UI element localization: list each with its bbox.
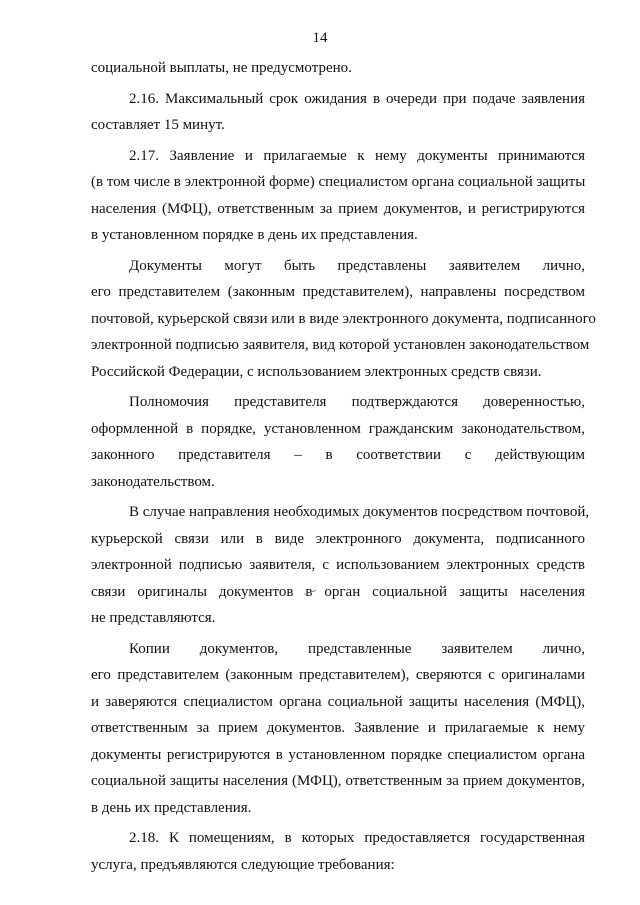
text-line: Копии документов, представленные заявителем лично, xyxy=(129,640,585,657)
text-line: 2.16. Максимальный срок ожидания в очереди при подаче заявления xyxy=(129,90,585,107)
text-line: не представляются. xyxy=(91,610,216,626)
text-line: услуга, предъявляются следующие требования: xyxy=(91,856,395,873)
text-line: его представителем (законным представителем), направлены посредством xyxy=(91,284,585,300)
paragraph-postal xyxy=(91,499,590,632)
text-line: документы регистрируются в установленном порядке специалистом органа xyxy=(91,746,585,763)
paragraph-2-18 xyxy=(91,825,585,878)
text-line: и заверяются специалистом органа социальной защиты населения (МФЦ), xyxy=(91,693,585,710)
text-line: оформленной в порядке, установленном гражданским законодательством, xyxy=(91,420,585,437)
text-line: социальной выплаты, не предусмотрено. xyxy=(91,60,352,76)
text-line: Российской Федерации, с использованием электронных средств связи. xyxy=(91,363,542,380)
text-line: электронной подписью заявителя, вид которой установлен законодательством xyxy=(91,337,590,353)
text-line: электронной подписью заявителя, с использованием электронных средств xyxy=(91,557,585,573)
text-line: (в том числе в электронной форме) специалистом органа социальной защиты xyxy=(91,174,586,190)
document-body xyxy=(91,55,596,879)
paragraph-copies xyxy=(91,636,585,822)
text-line: законного представителя – в соответствии с действующим xyxy=(91,447,585,463)
text-line: курьерской связи или в виде электронного документа, подписанного xyxy=(91,530,585,547)
paragraph-2-17 xyxy=(91,143,585,249)
page-number: 14 xyxy=(312,30,328,46)
text-line: социальной защиты населения (МФЦ), ответственным за прием документов, xyxy=(91,773,585,789)
text-line: 2.18. К помещениям, в которых предоставляется государственная xyxy=(129,830,585,846)
text-line: населения (МФЦ), ответственным за прием документов, и регистрируются xyxy=(91,200,585,217)
text-line: его представителем (законным представителем), сверяются с оригиналами xyxy=(91,667,585,683)
text-line: В случае направления необходимых документов посредством почтовой, xyxy=(129,504,590,520)
text-line: связи оригиналы документов в орган социальной защиты населения xyxy=(91,583,585,600)
text-line: Полномочия представителя подтверждаются доверенностью, xyxy=(129,394,585,410)
paragraph-2-16 xyxy=(91,86,585,139)
paragraph-authority xyxy=(91,389,585,495)
text-line: 2.17. Заявление и прилагаемые к нему документы принимаются xyxy=(129,147,585,164)
text-line: в установленном порядке в день их представления. xyxy=(91,227,418,243)
text-line: законодательством. xyxy=(91,473,215,490)
text-line: ответственным за прием документов. Заявление и прилагаемые к нему xyxy=(91,720,585,736)
paragraph-continuation xyxy=(91,55,585,82)
text-line: Документы могут быть представлены заявителем лично, xyxy=(129,257,585,274)
text-line: почтовой, курьерской связи или в виде электронного документа, подписанного xyxy=(91,310,596,327)
text-line: в день их представления. xyxy=(91,799,252,816)
text-line: составляет 15 минут. xyxy=(91,117,225,133)
paragraph-documents xyxy=(91,253,596,386)
